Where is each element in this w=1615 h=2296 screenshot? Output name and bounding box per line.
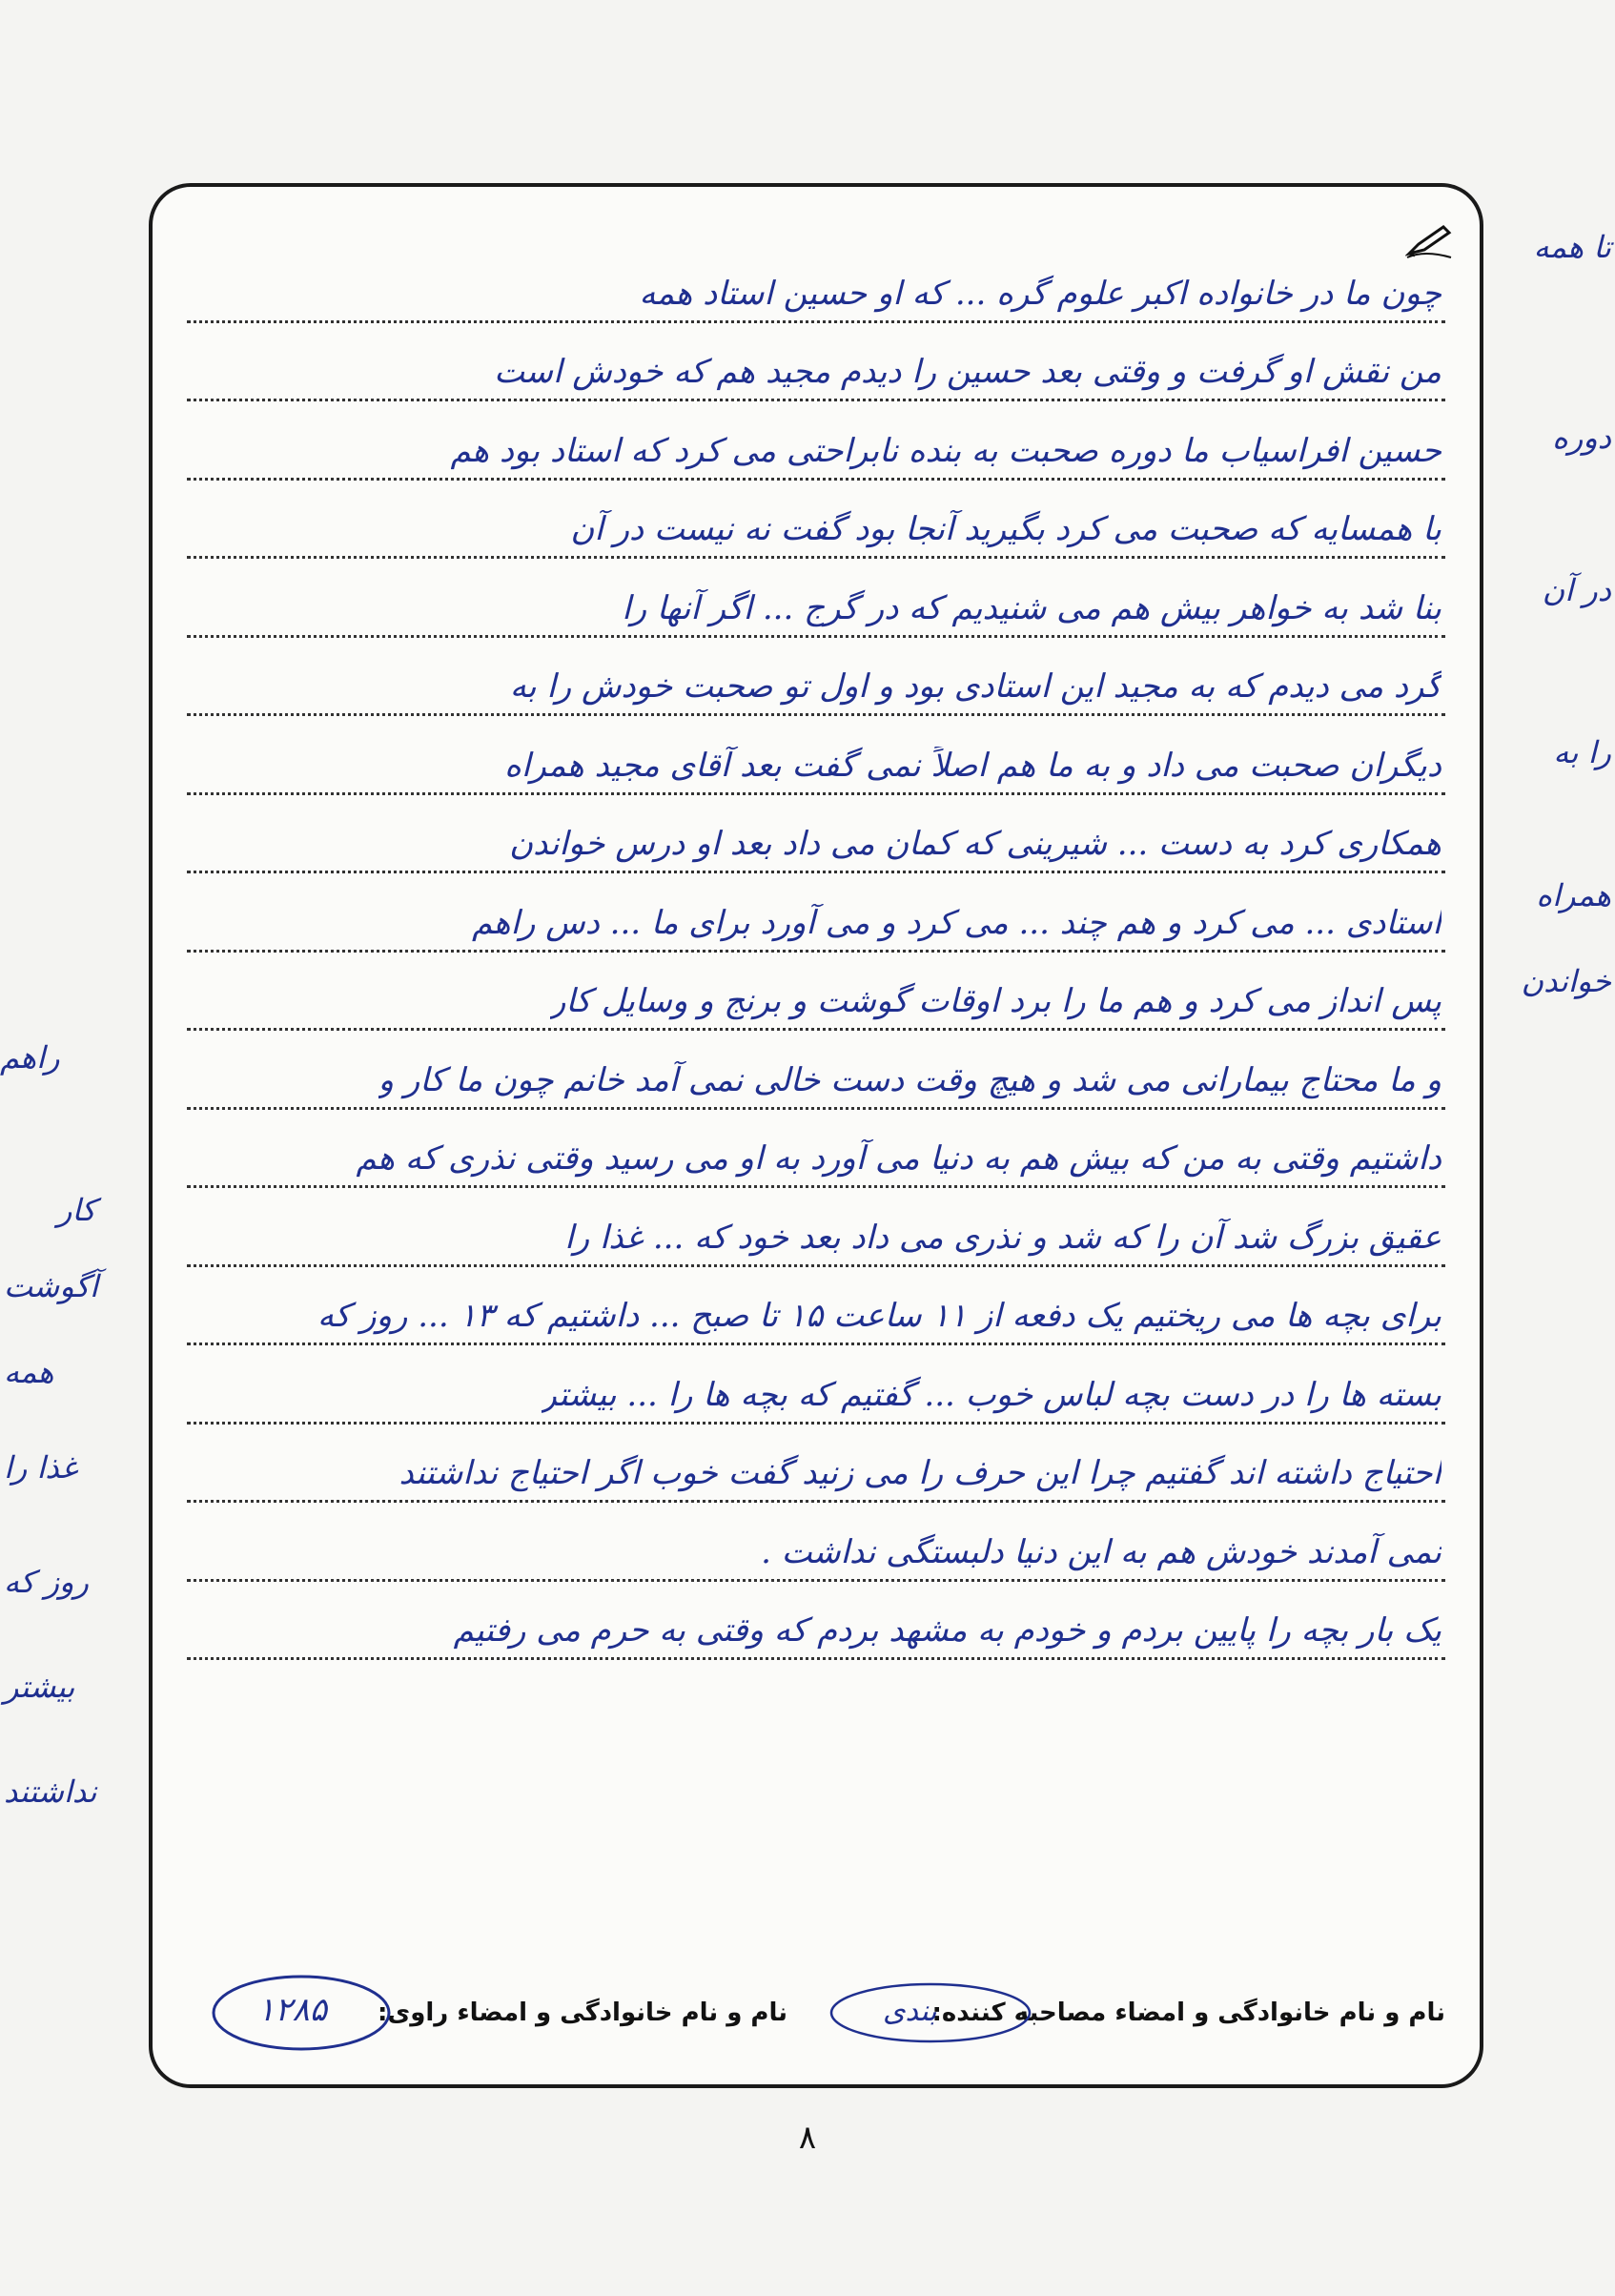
interviewer-signature [826, 1979, 1035, 2046]
margin-note: همراه [1536, 877, 1611, 913]
handwritten-line: گرد می دیدم که به مجید این استادی بود و اول تو صحبت خودش را به [509, 667, 1441, 706]
form-frame [149, 183, 1483, 2088]
ruled-line [187, 1345, 1445, 1425]
margin-note: راهم [0, 1039, 60, 1076]
ruled-line [187, 1425, 1445, 1504]
ruled-line [187, 953, 1445, 1032]
ruled-line [187, 559, 1445, 638]
ruled-line [187, 638, 1445, 717]
handwritten-line: برای بچه ها می ریختیم یک دفعه از ۱۱ ساعت ۱۵ تا صبح ... داشتیم که ۱۳ ... روز که [317, 1297, 1441, 1335]
handwritten-line: استادی ... می کرد و هم چند ... می کرد و می آورد برای ما ... دس راهم [472, 903, 1441, 942]
ruled-line [187, 481, 1445, 560]
margin-note: آگوشت [4, 1268, 98, 1304]
handwritten-line: یک بار بچه را پایین بردم و خودم به مشهد بردم که وقتی به حرم می رفتیم [453, 1611, 1441, 1650]
ruled-line [187, 323, 1445, 402]
handwritten-line: چون ما در خانواده اکبر علوم گره ... که او حسین استاد همه [639, 274, 1441, 313]
interviewer-label: نام و نام خانوادگی و امضاء مصاحبه کننده: [931, 1999, 1445, 2027]
ruled-line [187, 1582, 1445, 1661]
handwritten-line: حسین افراسیاب ما دوره صحبت به بنده نابراحتی می کرد که استاد بود هم [450, 431, 1441, 470]
ruled-line [187, 244, 1445, 323]
narrator-label: نام و نام خانوادگی و امضاء راوی: [378, 1999, 787, 2027]
interviewer-signature-text: بندی [883, 1995, 937, 2028]
ruled-line [187, 716, 1445, 795]
page-stamp [206, 1970, 397, 2056]
margin-note: دوره [1552, 420, 1611, 456]
margin-note: نداشتند [4, 1773, 97, 1810]
ruled-line [187, 401, 1445, 481]
handwritten-line: بنا شد به خواهر بیش هم می شنیدیم که در گرج ... اگر آنها را [622, 588, 1441, 627]
margin-note: تا همه [1533, 229, 1611, 265]
handwritten-line: نمی آمدند خودش هم به این دنیا دلبستگی نداشت . [761, 1532, 1441, 1571]
margin-note: در آن [1542, 572, 1611, 608]
handwritten-line: بسته ها را در دست بچه لباس خوب ... گفتیم که بچه ها را ... بیشتر [541, 1375, 1441, 1414]
handwritten-line: من نقش او گرفت و وقتی بعد حسین را دیدم مجید هم که خودش است [494, 353, 1441, 391]
ruled-line [187, 795, 1445, 874]
page-number: ۸ [798, 2119, 817, 2157]
handwritten-line: عقیق بزرگ شد آن را که شد و نذری می داد بعد خود که ... غذا را [564, 1218, 1441, 1257]
ruled-line [187, 1503, 1445, 1582]
handwritten-line: دیگران صحبت می داد و به ما هم اصلاً نمی گفت بعد آقای مجید همراه [504, 746, 1441, 785]
handwritten-line: همکاری کرد به دست ... شیرینی که کمان می داد بعد او درس خواندن [509, 825, 1441, 863]
margin-note: روز که [4, 1564, 89, 1600]
handwritten-line: پس انداز می کرد و هم ما را برد اوقات گوشت و برنج و وسایل کار [550, 982, 1441, 1020]
margin-note: را به [1553, 734, 1611, 770]
ruled-line [187, 1267, 1445, 1346]
ruled-line [187, 1031, 1445, 1110]
margin-note: همه [4, 1354, 54, 1390]
handwritten-line: با همسایه که صحبت می کرد بگیرید آنجا بود گفت نه نیست در آن [570, 510, 1441, 548]
handwritten-line: داشتیم وقتی به من که بیش هم به دنیا می آورد به او می رسید وقتی نذری که هم [356, 1139, 1441, 1178]
ruled-line [187, 1110, 1445, 1189]
signature-footer [187, 1979, 1445, 2046]
margin-note: بیشتر [4, 1669, 75, 1705]
page-stamp-text: ۱۲۸۵ [257, 1991, 328, 2029]
ruled-line [187, 1188, 1445, 1267]
margin-note: غذا را [4, 1449, 77, 1486]
handwritten-line: احتیاج داشته اند گفتیم چرا این حرف را می زنید گفت خوب اگر احتیاج نداشتند [399, 1454, 1441, 1492]
ruled-line [187, 873, 1445, 953]
handwritten-line: و ما محتاج بیمارانی می شد و هیچ وقت دست خالی نمی آمد خانم چون ما کار و [378, 1060, 1441, 1099]
ruled-lines [187, 244, 1445, 1660]
margin-note: کار [57, 1192, 96, 1228]
margin-note: خواندن [1521, 963, 1611, 999]
